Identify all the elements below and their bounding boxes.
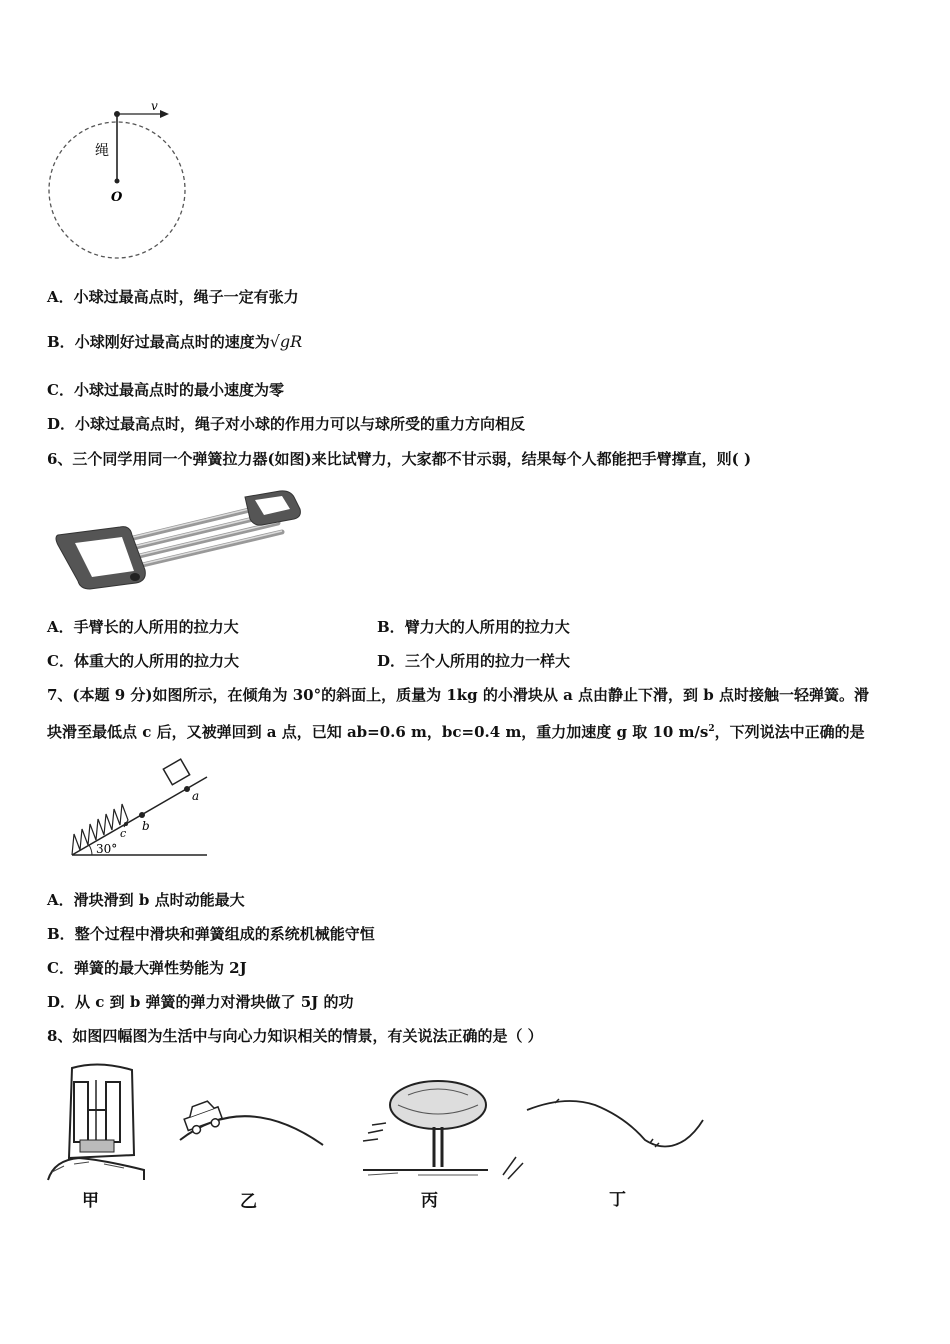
q7-option-b: B．整个过程中滑块和弹簧组成的系统机械能守恒 [47,925,375,943]
velocity-label: v [151,99,158,113]
figure-yi [175,1090,325,1155]
sqrt-gr-formula: √gR [269,332,303,351]
spring-expander-figure [50,485,305,595]
q7-stem-line1: 7、(本题 9 分)如图所示，在倾角为 30°的斜面上，质量为 1kg 的小滑块从 a 点由静止下滑，到 b 点时接触一轻弹簧。滑 [47,686,869,704]
figure-ding [525,1095,705,1155]
q7-option-c: C．弹簧的最大弹性势能为 2J [47,959,247,977]
angle-label: 30° [96,842,118,856]
q7-stem-line2: 块滑至最低点 c 后，又被弹回到 a 点，已知 ab=0.6 m，bc=0.4 m，重力加速度 g 取 10 $m/s^2$，下列说法中正确的是 [47,723,865,741]
point-b [139,812,145,818]
caption-bing: 丙 [421,1191,438,1211]
q7-option-d: D．从 c 到 b 弹簧的弹力对滑块做了 5J 的功 [47,993,354,1011]
circle-rope-figure [45,95,195,260]
label-a: a [192,789,200,803]
velocity-arrowhead [160,110,169,118]
center-label: O [111,190,123,205]
q6-option-a: A．手臂长的人所用的拉力大 [47,618,239,636]
caption-ding: 丁 [609,1190,626,1210]
point-c [124,822,128,826]
figure-jia [44,1060,149,1185]
caption-jia: 甲 [82,1191,99,1211]
q6-option-d: D．三个人所用的拉力一样大 [377,652,571,670]
slider-block [163,759,189,785]
q6-option-c: C．体重大的人所用的拉力大 [47,652,239,670]
q5-option-b: B．小球刚好过最高点时的速度为√gR [47,332,303,351]
q8-stem: 8、如图四幅图为生活中与向心力知识相关的情景，有关说法正确的是（ ） [47,1027,543,1045]
q6-stem: 6、三个同学用同一个弹簧拉力器(如图)来比试臂力，大家都不甘示弱，结果每个人都能把手臂撑直，则( ) [47,450,752,468]
label-c: c [120,827,127,840]
rope-label: 绳 [95,143,109,159]
q5-option-d: D．小球过最高点时，绳子对小球的作用力可以与球所受的重力方向相反 [47,415,526,433]
center-dot [115,179,120,184]
point-a [184,786,190,792]
q5-option-c: C．小球过最高点时的最小速度为零 [47,381,284,399]
caption-yi: 乙 [240,1192,257,1212]
figure-bing [358,1075,528,1185]
q6-option-b: B．臂力大的人所用的拉力大 [377,618,570,636]
q5-option-a: A．小球过最高点时，绳子一定有张力 [47,288,299,306]
q7-option-a: A．滑块滑到 b 点时动能最大 [47,891,245,909]
label-b: b [142,819,150,833]
incline-spring-figure [52,752,217,867]
